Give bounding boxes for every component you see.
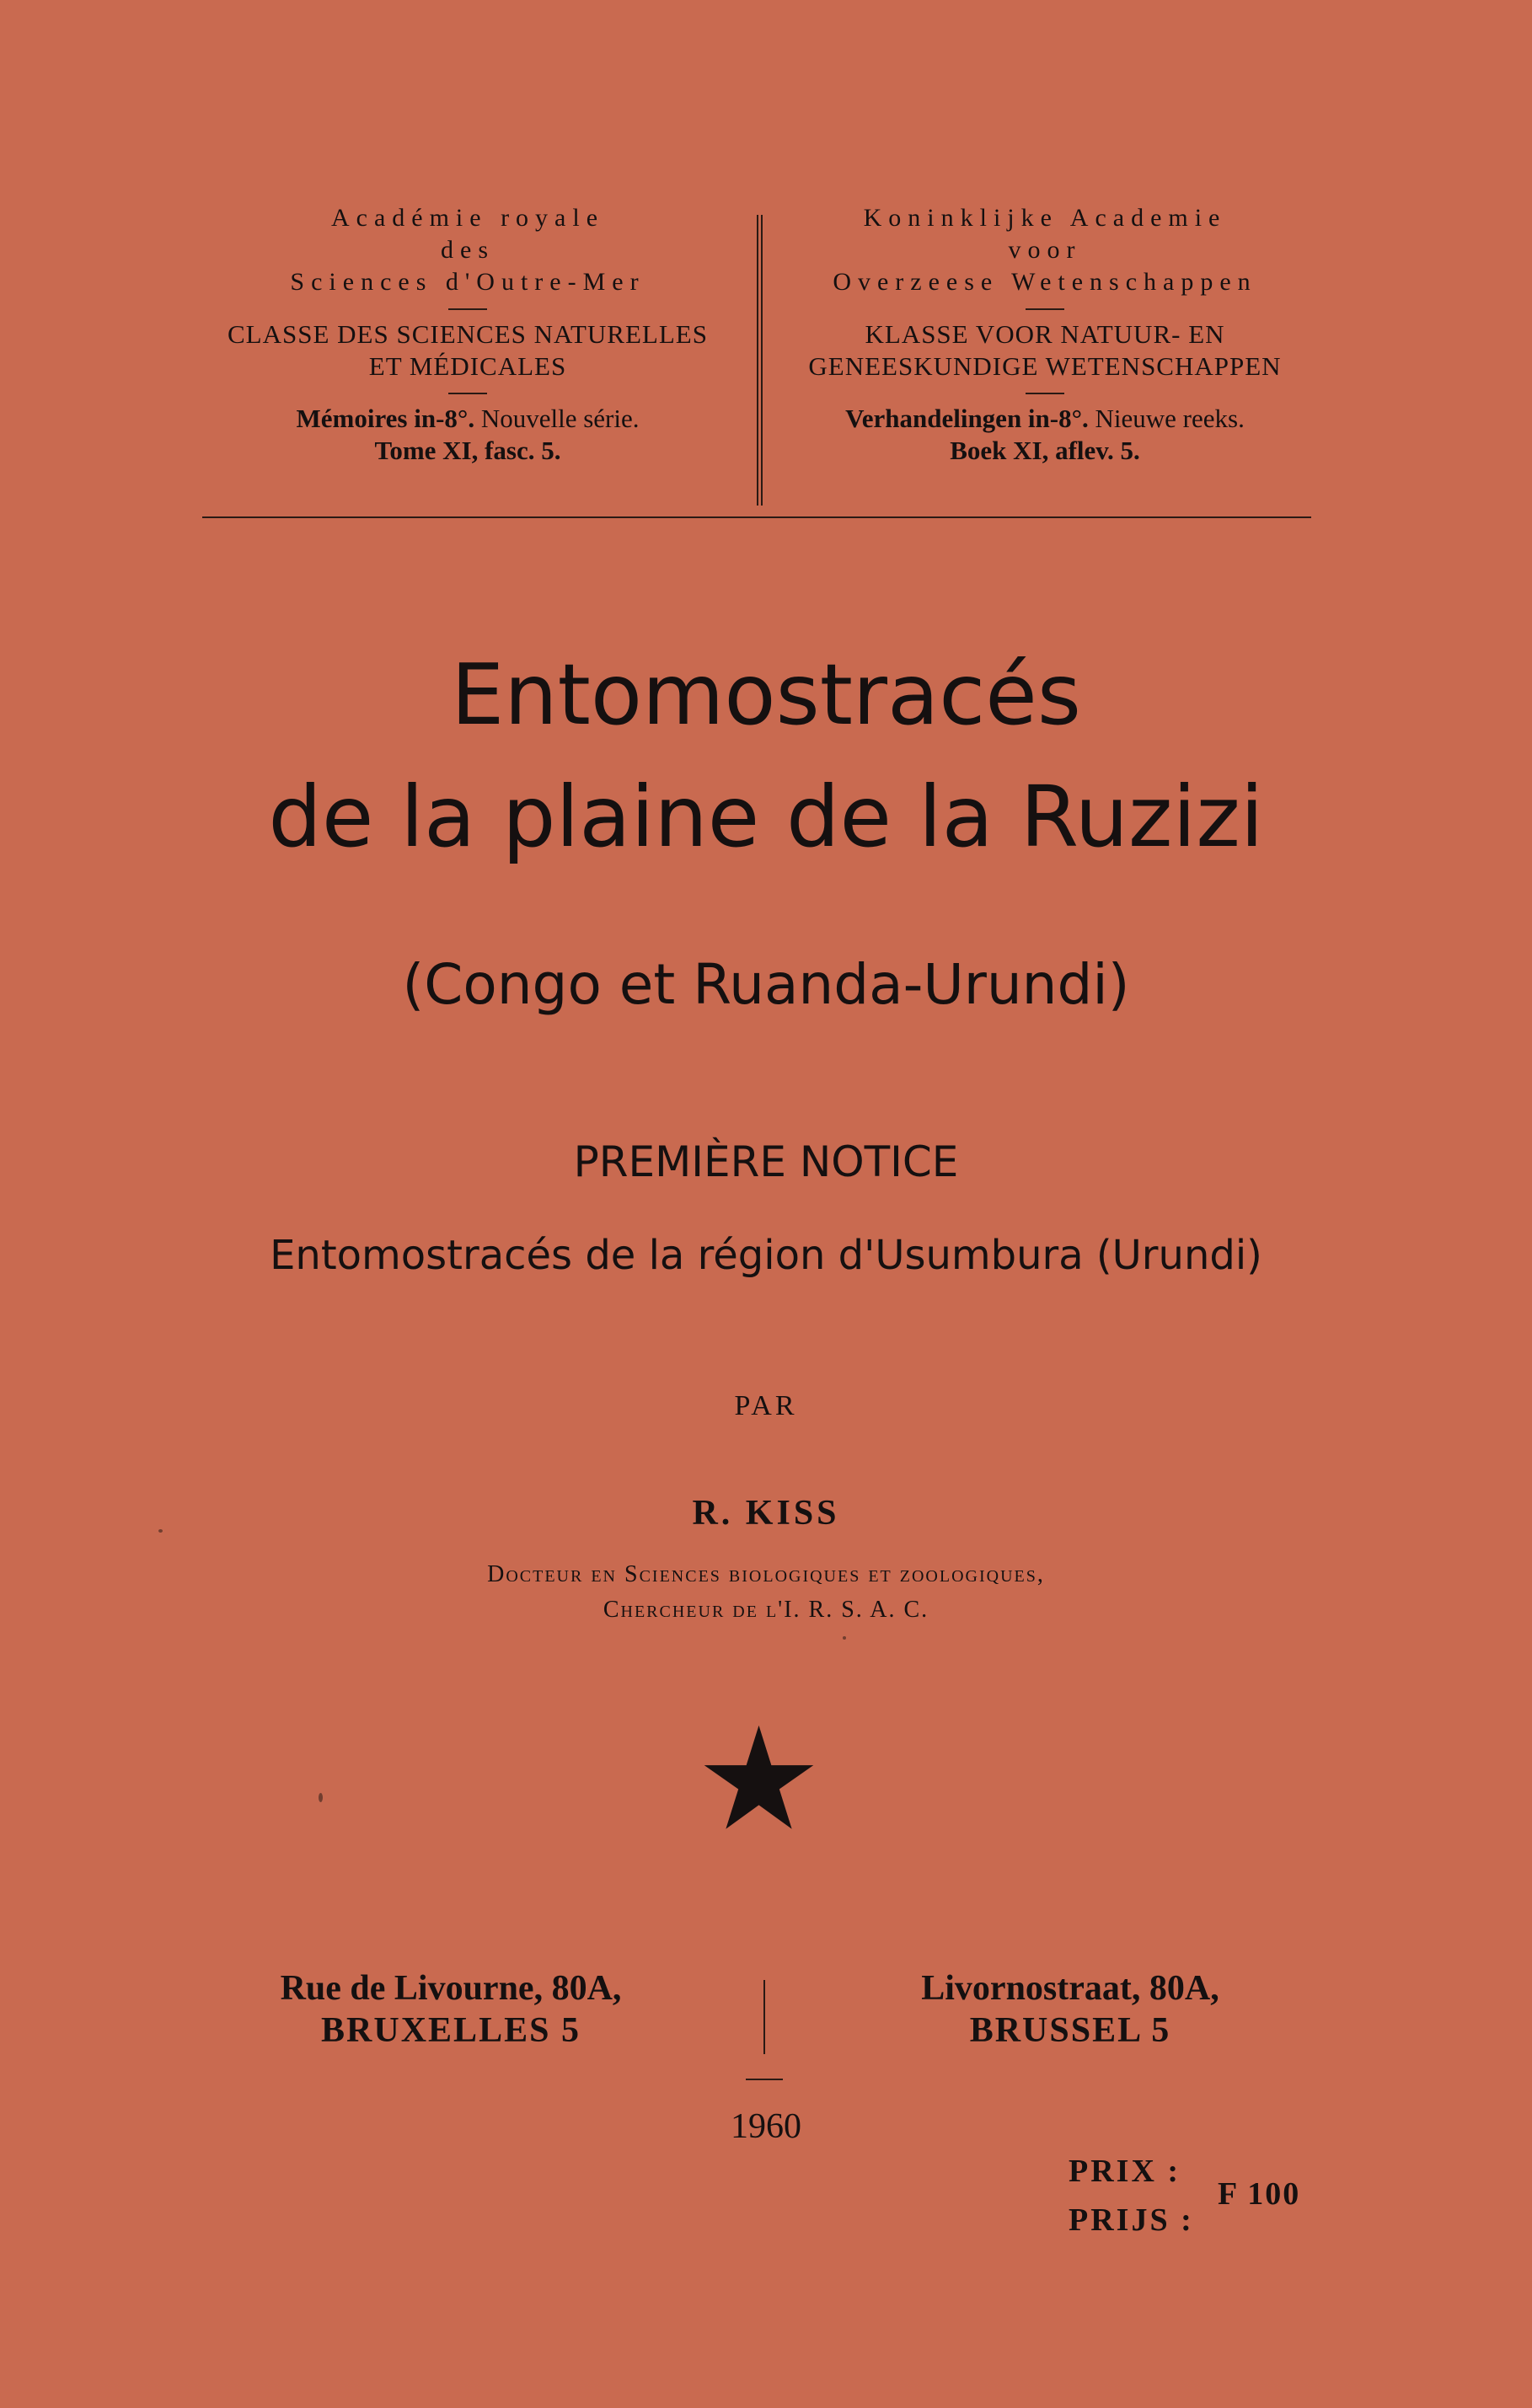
publisher-address-nl: Livornostraat, 80A, (921, 1969, 1219, 2008)
year-rule (746, 2079, 783, 2080)
prix-label: PRIX : (1069, 2154, 1181, 2189)
tome-fr: Tome XI, fasc. 5. (374, 436, 561, 465)
academy-wetenschappen: Overzeese Wetenschappen (833, 268, 1257, 296)
header-right (771, 202, 1319, 467)
series-nl-normal: Nieuwe reeks. (1088, 404, 1245, 433)
series-fr-normal: Nouvelle série. (474, 404, 640, 433)
publisher-right (809, 1967, 1331, 2052)
series-fr (194, 403, 742, 435)
publisher-left (194, 1967, 708, 2052)
author-affiliation-1: Docteur en Sciences biologiques et zoologiques, (487, 1561, 1045, 1587)
prijs-label: PRIJS : (1069, 2202, 1194, 2238)
speck (843, 1636, 846, 1640)
header-divider (448, 308, 487, 310)
academy-name-nl: Koninklijke Academie (863, 204, 1227, 232)
speck (319, 1793, 323, 1802)
academy-name-fr: Académie royale (330, 204, 605, 232)
class-name-fr-1: CLASSE DES SCIENCES NATURELLES (228, 319, 708, 349)
academy-des: des (441, 236, 495, 264)
academy-voor: voor (1008, 236, 1082, 264)
header-bottom-rule (202, 516, 1311, 518)
header-left (194, 202, 742, 467)
subtitle: (Congo et Ruanda-Urundi) (402, 952, 1130, 1017)
publisher-city-fr: BRUXELLES 5 (321, 2011, 581, 2050)
notice-subtitle: Entomostracés de la région d'Usumbura (Urundi) (270, 1232, 1262, 1279)
header-vertical-divider (757, 215, 763, 506)
publisher-divider (763, 1980, 765, 2054)
star-icon (702, 1723, 816, 1833)
title-line-2: de la plaine de la Ruzizi (268, 768, 1264, 866)
price-amount: F 100 (1218, 2176, 1301, 2212)
header-divider (1026, 308, 1064, 310)
boek-nl: Boek XI, aflev. 5. (950, 436, 1140, 465)
price-labels (1069, 2147, 1194, 2245)
publisher-city-nl: BRUSSEL 5 (969, 2011, 1171, 2050)
notice-heading: PREMIÈRE NOTICE (573, 1137, 959, 1186)
author-affiliation-2: Chercheur de l'I. R. S. A. C. (603, 1597, 929, 1623)
publication-year: 1960 (731, 2107, 801, 2146)
publisher-address-fr: Rue de Livourne, 80A, (280, 1969, 622, 2008)
class-name-nl-1: KLASSE VOOR NATUUR- EN (865, 319, 1225, 349)
series-nl (771, 403, 1319, 435)
class-name-nl-2: GENEESKUNDIGE WETENSCHAPPEN (808, 351, 1282, 381)
header-divider (448, 393, 487, 394)
series-nl-bold: Verhandelingen in-8°. (845, 404, 1089, 433)
title-line-1: Entomostracés (451, 645, 1081, 744)
header-divider (1026, 393, 1064, 394)
class-name-fr-2: ET MÉDICALES (368, 351, 567, 381)
series-fr-bold: Mémoires in-8°. (296, 404, 475, 433)
author-name: R. KISS (692, 1494, 840, 1533)
academy-sciences: Sciences d'Outre-Mer (290, 268, 645, 296)
par-label: PAR (734, 1390, 798, 1421)
